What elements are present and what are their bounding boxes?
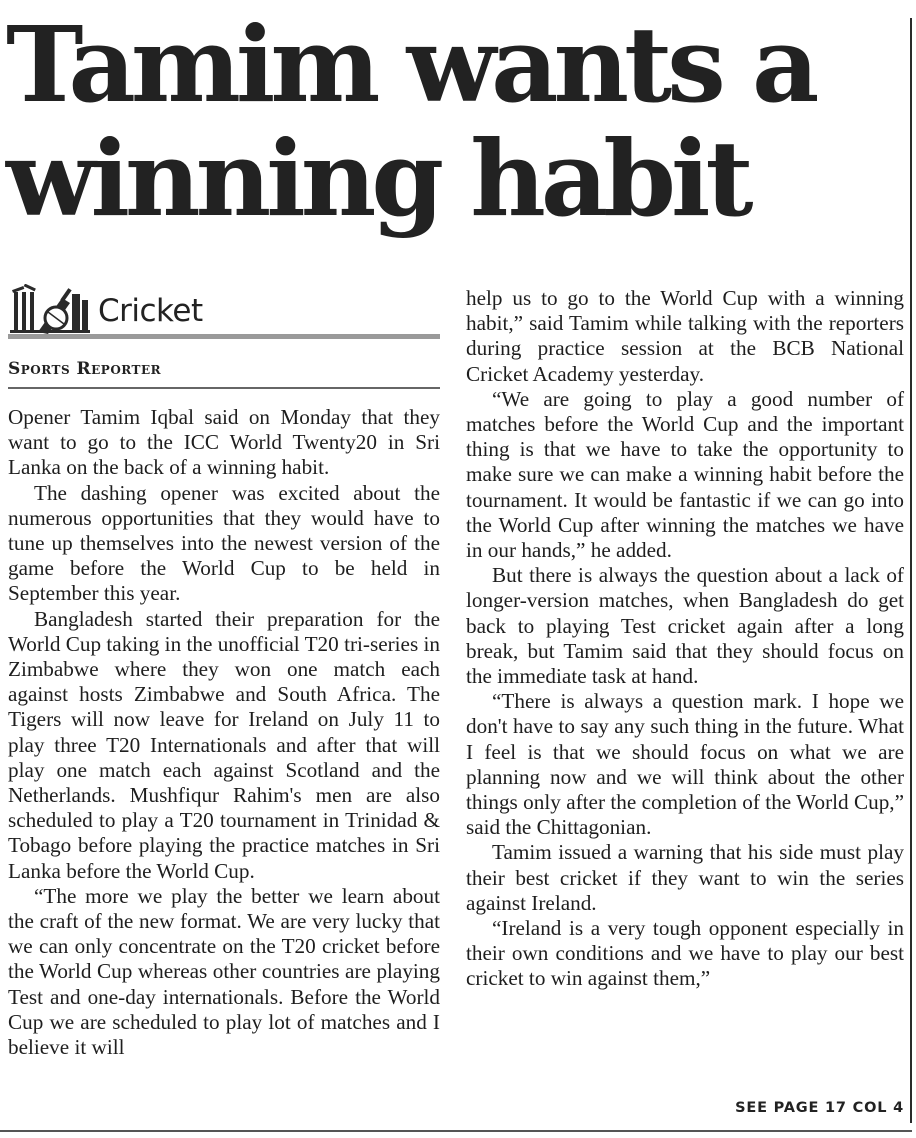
headline: Tamim wants a winning habit [6,3,815,240]
left-column [8,280,440,1060]
paragraph: The dashing opener was excited about the numerous opportunities that they would have to tune up themselves into the newest version of the game before the World Cup to be held in September this year. [8,480,440,606]
paragraph: “We are going to play a good number of matches before the World Cup and the important thing is that we have to take the opportunity to make sure we can make a winning habit before the tournament. It would be fantastic if we can go into the World Cup after winning the matches we have in our hands,” he added. [466,386,904,563]
paragraph: “There is always a question mark. I hope we don't have to say any such thing in the future. What I feel is that we should focus on what we are planning now and we will think about the other things only after the completion of the World Cup,” said the Chittagonian. [466,689,904,840]
paragraph: “Ireland is a very tough opponent especially in their own conditions and we have to play our best cricket to win against them,” [466,916,904,991]
left-body [8,405,440,1060]
paragraph: Tamim issued a warning that his side must play their best cricket if they want to win the series against Ireland. [466,840,904,915]
continued-on-page-link[interactable]: SEE PAGE 17 COL 4 [735,1100,904,1116]
paragraph: help us to go to the World Cup with a winning habit,” said Tamim while talking with the reporters during practice session at the BCB National Cricket Academy yesterday. [466,286,904,386]
section-header [8,280,440,339]
right-column [466,286,904,992]
byline: Sports Reporter [8,359,440,389]
paragraph: “The more we play the better we learn about the craft of the new format. We are very lucky that we can only concentrate on the T20 cricket before the World Cup whereas other countries are playing Test and one-day internationals. Before the World Cup we are scheduled to play lot of matches and I believe it will [8,883,440,1060]
paragraph: Opener Tamim Iqbal said on Monday that they want to go to the ICC World Twenty20 in Sri Lanka on the back of a winning habit. [8,405,440,480]
section-label: Cricket [98,293,203,329]
column-rule [910,18,912,1123]
cricket-icon [8,284,92,338]
bottom-rule [0,1130,912,1132]
paragraph: But there is always the question about a lack of longer-version matches, when Bangladesh do get back to playing Test cricket again after a long break, but Tamim said that they should focus on the immediate task at hand. [466,563,904,689]
paragraph: Bangladesh started their preparation for the World Cup taking in the unofficial T20 tri-series in Zimbabwe where they won one match each against hosts Zimbabwe and South Africa. The Tigers will now leave for Ireland on July 11 to play three T20 Internationals and after that will play one match each against Scotland and the Netherlands. Mushfiqur Rahim's men are also scheduled to play a T20 tournament in Trinidad & Tobago before playing the practice matches in Sri Lanka before the World Cup. [8,606,440,883]
